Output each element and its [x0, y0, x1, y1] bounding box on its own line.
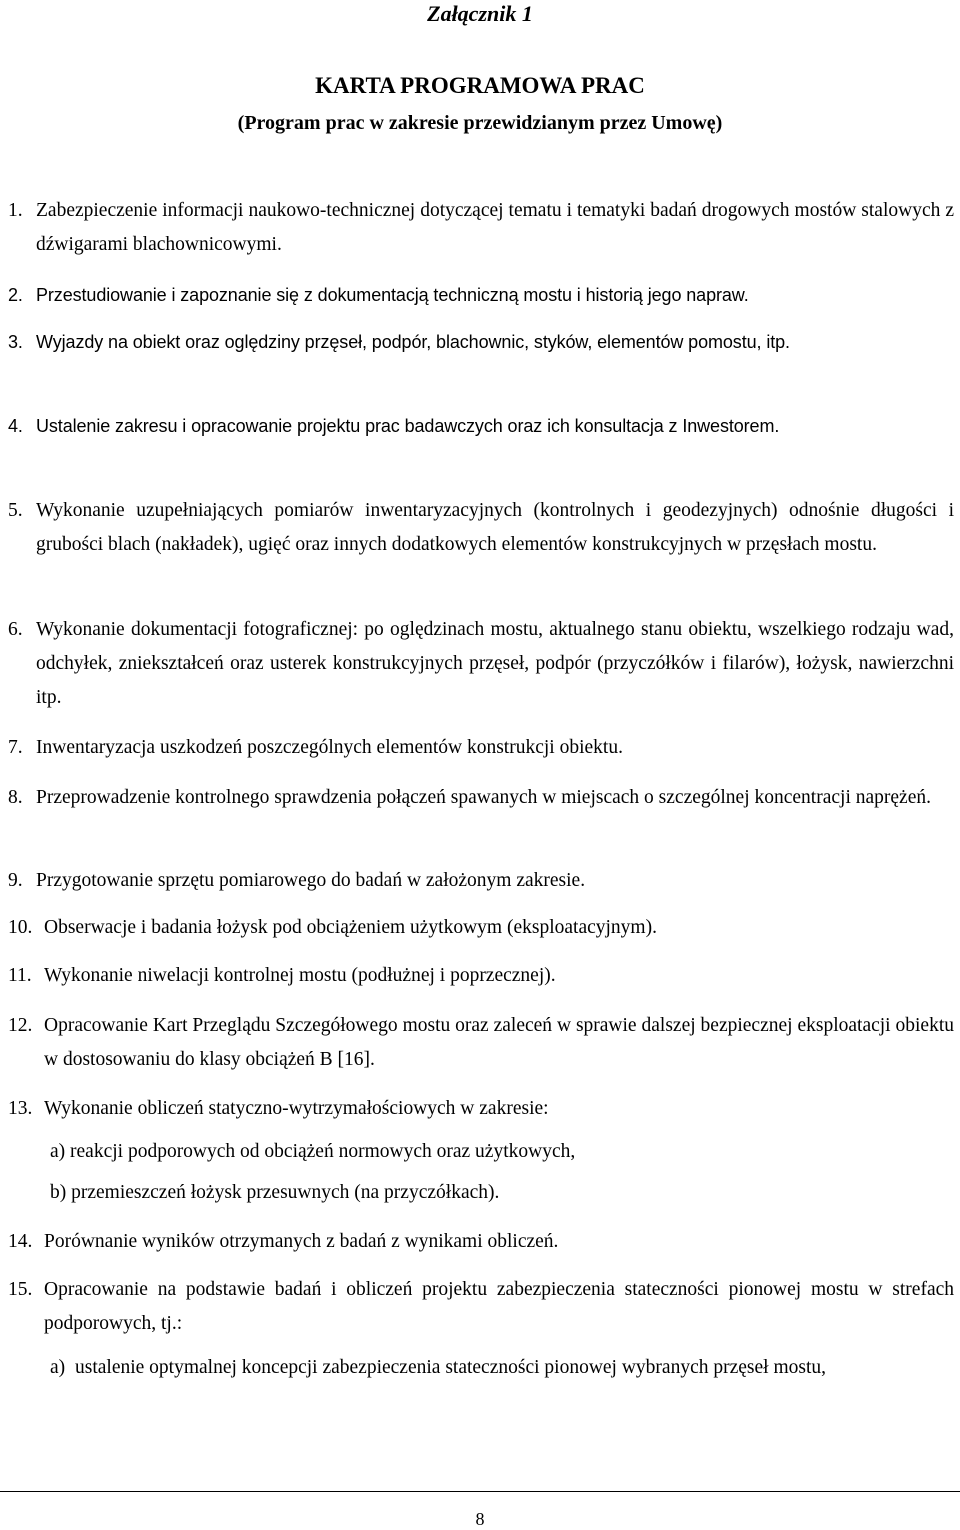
- list-item-5: [8, 494, 954, 562]
- list-item-2: [8, 278, 954, 312]
- list-item-text: Obserwacje i badania łożysk pod obciążeniem użytkowym (eksploatacyjnym).: [44, 917, 657, 938]
- list-item-9: [8, 864, 954, 898]
- list-item-text: Wykonanie uzupełniających pomiarów inwentaryzacyjnych (kontrolnych i geodezyjnych) odnośnie długości i grubości blach (nakładek), ugięć oraz innych dodatkowych elementów konstrukcyjnych w przęsłach mostu.: [36, 500, 954, 555]
- list-item-text: Porównanie wyników otrzymanych z badań z wynikami obliczeń.: [44, 1231, 559, 1252]
- list-item-text: Przestudiowanie i zapoznanie się z dokumentacją techniczną mostu i historią jego napraw.: [36, 285, 749, 305]
- list-item-number: 12.: [8, 1015, 33, 1036]
- list-item-number: 1.: [8, 200, 23, 221]
- list-item-number: 5.: [8, 500, 23, 521]
- sub-item-text: b) przemieszczeń łożysk przesuwnych (na przyczółkach).: [50, 1182, 500, 1203]
- annex-label: Załącznik 1: [427, 1, 533, 26]
- list-item-text: Zabezpieczenie informacji naukowo-technicznej dotyczącej tematu i tematyki badań drogowych mostów stalowych z dźwigarami blachownicowymi.: [36, 200, 954, 255]
- list-item-number: 4.: [8, 416, 23, 436]
- sub-item-number: a): [50, 1357, 66, 1378]
- list-item-4: [8, 409, 954, 443]
- list-item-number: 8.: [8, 787, 23, 808]
- list-item-text: Opracowanie Kart Przeglądu Szczegółowego mostu oraz zaleceń w sprawie dalszej bezpiecznej eksploatacji obiektu w dostosowaniu do klasy obciążeń B [16].: [44, 1015, 954, 1070]
- list-item-text: Wykonanie niwelacji kontrolnej mostu (podłużnej i poprzecznej).: [44, 965, 556, 986]
- list-item-number: 15.: [8, 1279, 33, 1300]
- document-subtitle: (Program prac w zakresie przewidzianym przez Umowę): [237, 112, 723, 134]
- list-item-text: Opracowanie na podstawie badań i obliczeń projektu zabezpieczenia stateczności pionowej mostu w strefach podporowych, tj.:: [44, 1279, 954, 1334]
- page-number: 8: [475, 1509, 485, 1529]
- list-item-text: Wyjazdy na obiekt oraz oględziny przęseł, podpór, blachownic, styków, elementów pomostu, itp.: [36, 332, 790, 352]
- list-item-number: 14.: [8, 1231, 33, 1252]
- list-item-7: [8, 731, 954, 765]
- list-item-text: Wykonanie obliczeń statyczno-wytrzymałościowych w zakresie:: [44, 1098, 549, 1119]
- sub-item-13a: [50, 1135, 954, 1169]
- document-title: KARTA PROGRAMOWA PRAC: [315, 73, 645, 98]
- list-item-number: 3.: [8, 332, 23, 352]
- list-item-1: [8, 194, 954, 262]
- list-item-11: [8, 959, 954, 993]
- list-item-8: [8, 781, 954, 815]
- list-item-text: Ustalenie zakresu i opracowanie projektu prac badawczych oraz ich konsultacja z Inwestorem.: [36, 416, 780, 436]
- sub-item-text: a) reakcji podporowych od obciążeń normowych oraz użytkowych,: [50, 1141, 576, 1162]
- list-item-6: [8, 613, 954, 715]
- list-item-3: [8, 325, 954, 359]
- list-item-text: Przygotowanie sprzętu pomiarowego do badań w założonym zakresie.: [36, 870, 586, 891]
- list-item-number: 9.: [8, 870, 23, 891]
- list-item-text: Przeprowadzenie kontrolnego sprawdzenia połączeń spawanych w miejscach o szczególnej koncentracji naprężeń.: [36, 787, 931, 808]
- footer-divider: [0, 1491, 960, 1492]
- list-item-12: [8, 1009, 954, 1077]
- list-item-number: 2.: [8, 285, 23, 305]
- list-item-text: Wykonanie dokumentacji fotograficznej: po oględzinach mostu, aktualnego stanu obiektu, wszelkiego rodzaju wad, odchyłek, zniekształceń oraz usterek konstrukcyjnych przęseł, podpór (przyczółków i filarów), łożysk, nawierzchni itp.: [36, 619, 954, 708]
- list-item-10: [8, 911, 954, 945]
- sub-item-15a: [50, 1351, 954, 1385]
- list-item-number: 11.: [8, 965, 32, 986]
- list-item-13: [8, 1092, 954, 1126]
- list-item-number: 6.: [8, 619, 23, 640]
- list-item-number: 10.: [8, 917, 33, 938]
- list-item-text: Inwentaryzacja uszkodzeń poszczególnych elementów konstrukcji obiektu.: [36, 737, 623, 758]
- list-item-number: 7.: [8, 737, 23, 758]
- list-item-number: 13.: [8, 1098, 33, 1119]
- list-item-14: [8, 1225, 954, 1259]
- sub-item-text: ustalenie optymalnej koncepcji zabezpieczenia stateczności pionowej wybranych przęseł mostu,: [75, 1357, 826, 1378]
- list-item-15: [8, 1273, 954, 1341]
- sub-item-13b: [50, 1176, 954, 1210]
